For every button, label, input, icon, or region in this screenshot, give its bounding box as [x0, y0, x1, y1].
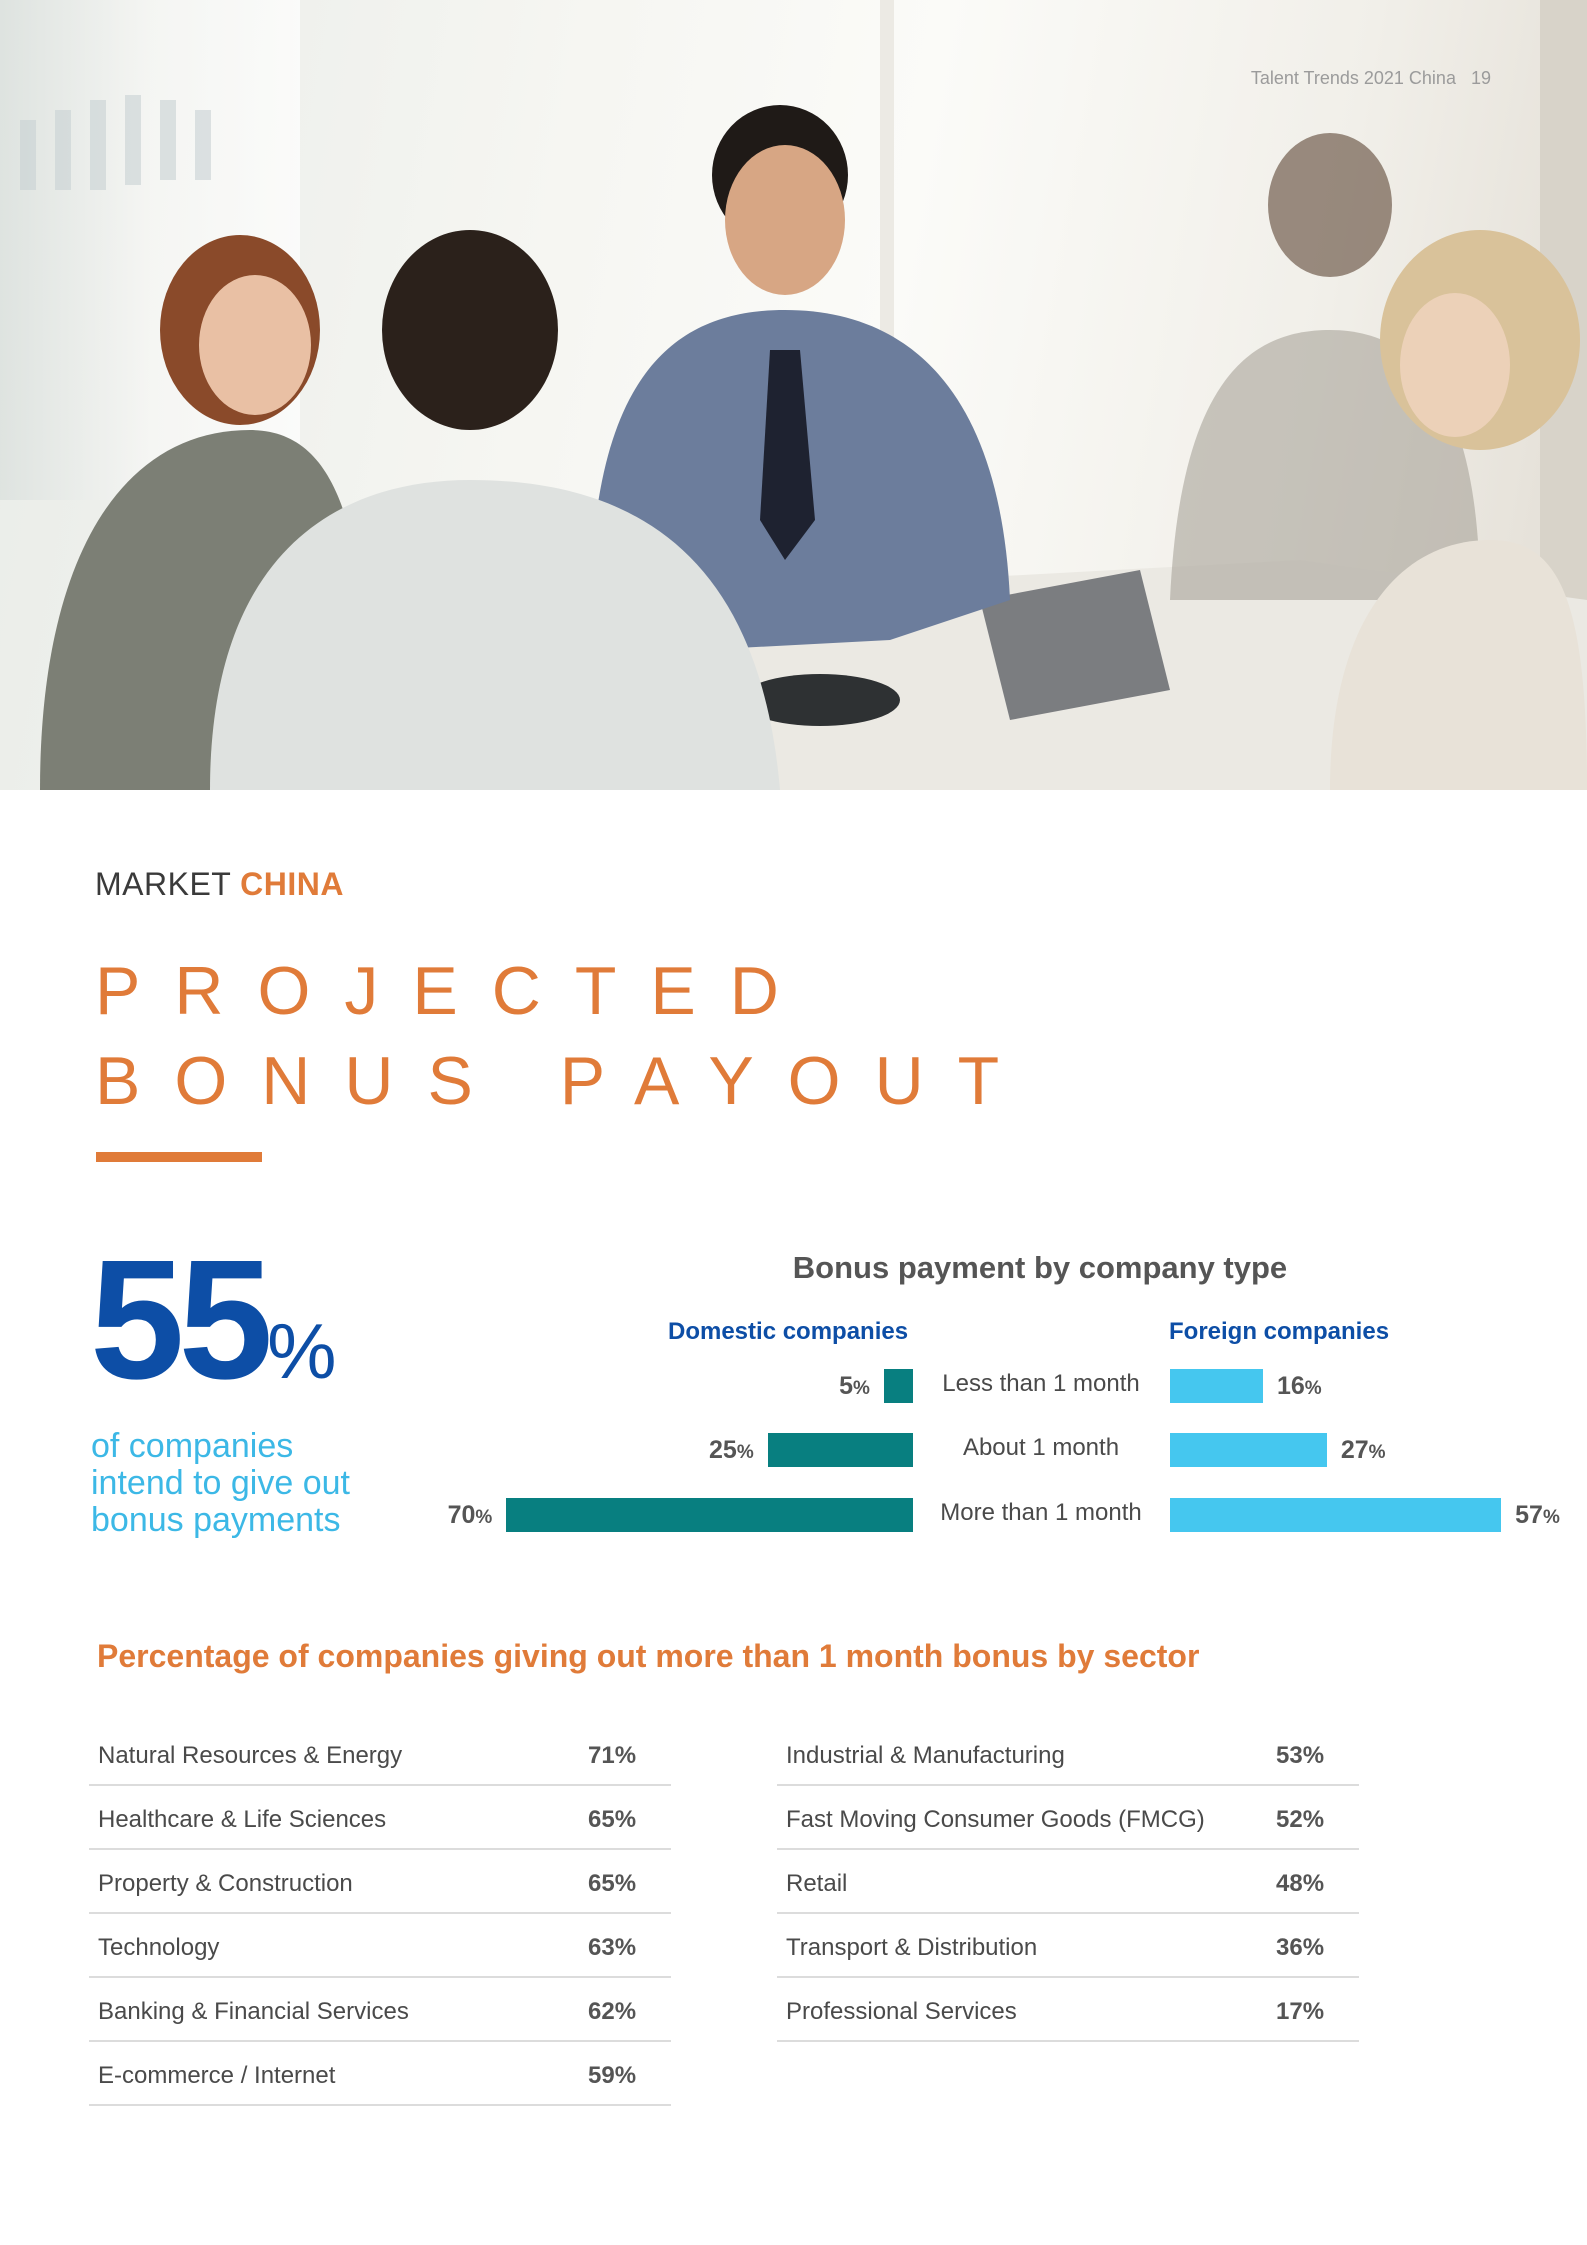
- sector-percentage: 59%: [588, 2062, 637, 2089]
- sector-name: Industrial & Manufacturing: [786, 1742, 1065, 1769]
- sector-name: Healthcare & Life Sciences: [98, 1806, 387, 1833]
- table-row: [89, 1978, 671, 2042]
- domestic-value-label: 70%: [447, 1501, 493, 1529]
- publication-name: Talent Trends 2021 China: [1250, 68, 1456, 88]
- foreign-bar: [1170, 1498, 1501, 1532]
- table-row: [777, 1722, 1359, 1786]
- sector-percentage: 62%: [588, 1998, 637, 2025]
- hero-photo: [0, 0, 1587, 790]
- table-row: [89, 2042, 671, 2106]
- sector-percentage: 52%: [1276, 1806, 1325, 1833]
- sector-name: Fast Moving Consumer Goods (FMCG): [786, 1806, 1205, 1833]
- legend-domestic: Domestic companies: [668, 1318, 909, 1345]
- title-line-1: PROJECTED: [95, 953, 813, 1029]
- sector-name: Technology: [98, 1934, 220, 1961]
- domestic-value-label: 5%: [839, 1372, 870, 1400]
- table-row: [89, 1914, 671, 1978]
- foreign-value-label: 57%: [1515, 1501, 1560, 1529]
- foreign-value-label: 16%: [1276, 1372, 1322, 1400]
- legend-foreign: Foreign companies: [1169, 1318, 1390, 1345]
- sector-name: Property & Construction: [98, 1870, 353, 1897]
- sector-percentage: 36%: [1276, 1934, 1325, 1961]
- sector-percentage: 63%: [588, 1934, 637, 1961]
- sector-name: Retail: [786, 1870, 848, 1897]
- sector-name: Natural Resources & Energy: [98, 1742, 403, 1769]
- foreign-value-label: 27%: [1340, 1436, 1386, 1464]
- sector-table-right: [777, 1722, 1359, 2042]
- table-row: [89, 1722, 671, 1786]
- table-row: [777, 1914, 1359, 1978]
- table-row: [89, 1850, 671, 1914]
- title-line-2: BONUS PAYOUT: [95, 1043, 1034, 1119]
- headline-stat-number: 55: [90, 1225, 268, 1415]
- sector-table-left: [89, 1722, 671, 2106]
- table-row: [89, 1786, 671, 1850]
- headline-stat: [90, 1225, 337, 1449]
- sector-percentage: 71%: [588, 1742, 637, 1769]
- meeting-photo-illustration: [0, 0, 1587, 790]
- domestic-bar: [884, 1369, 913, 1403]
- table-row: [777, 1786, 1359, 1850]
- foreign-bar: [1170, 1369, 1263, 1403]
- market-label: [95, 866, 344, 903]
- sector-name: Transport & Distribution: [786, 1934, 1038, 1961]
- chart-title: Bonus payment by company type: [792, 1250, 1288, 1285]
- title-underline: [96, 1152, 262, 1162]
- market-prefix: MARKET: [95, 866, 231, 902]
- table-row: [777, 1978, 1359, 2042]
- sector-name: Professional Services: [786, 1998, 1017, 2025]
- domestic-value-label: 25%: [709, 1436, 754, 1464]
- category-label: More than 1 month: [940, 1499, 1142, 1526]
- page-header: [1251, 68, 1491, 89]
- page-title: [95, 946, 1033, 1126]
- headline-stat-caption: of companies intend to give out bonus payments: [91, 1427, 350, 1539]
- domestic-bar: [506, 1498, 913, 1532]
- sector-name: E-commerce / Internet: [98, 2062, 336, 2089]
- foreign-bar: [1170, 1433, 1327, 1467]
- sector-percentage: 48%: [1276, 1870, 1325, 1897]
- headline-stat-unit: %: [267, 1307, 337, 1395]
- page-number: 19: [1470, 68, 1491, 88]
- sector-name: Banking & Financial Services: [98, 1998, 409, 2025]
- sector-percentage: 17%: [1276, 1998, 1325, 2025]
- table-row: [777, 1850, 1359, 1914]
- sector-percentage: 65%: [588, 1806, 637, 1833]
- category-label: Less than 1 month: [942, 1370, 1140, 1397]
- category-label: About 1 month: [962, 1434, 1120, 1461]
- market-name: CHINA: [240, 866, 344, 902]
- domestic-bar: [768, 1433, 913, 1467]
- sector-percentage: 53%: [1276, 1742, 1325, 1769]
- sector-percentage: 65%: [588, 1870, 637, 1897]
- sector-table-title: Percentage of companies giving out more than 1 month bonus by sector: [97, 1638, 1200, 1674]
